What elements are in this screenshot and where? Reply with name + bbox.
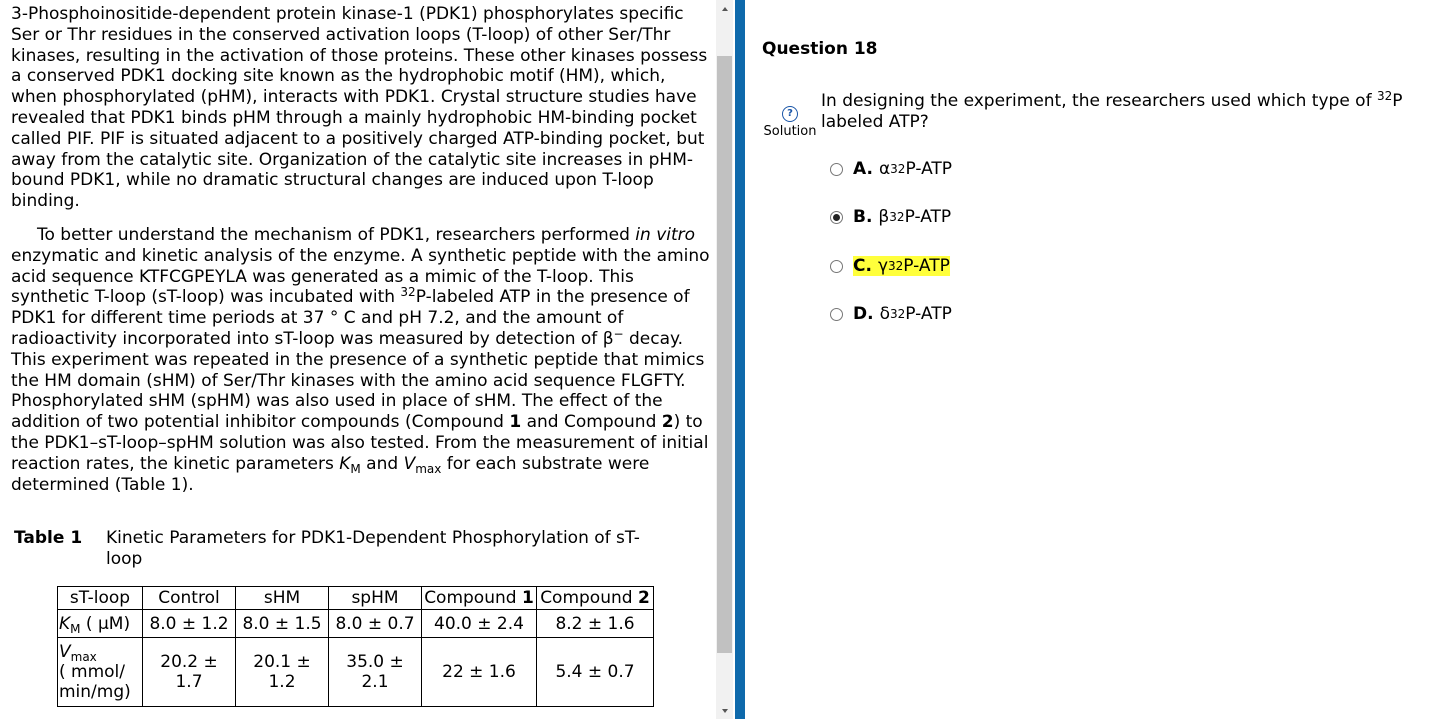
solution-label[interactable]: Solution <box>763 124 817 139</box>
option-label[interactable]: B. β 32 P-ATP <box>853 207 952 227</box>
radio-button[interactable] <box>830 260 843 273</box>
table-caption-number: Table 1 <box>14 528 83 548</box>
table-row <box>58 610 654 638</box>
table-row <box>58 638 654 707</box>
radio-button[interactable] <box>830 308 843 321</box>
table-cell: 20.2 ± 1.7 <box>143 638 236 707</box>
question-circle-icon[interactable]: ? <box>782 106 798 122</box>
passage-scrollbar[interactable] <box>716 0 733 719</box>
passage-paragraph-1: 3-Phosphoinositide-dependent protein kinase-1 (PDK1) phosphorylates specific Ser or Thr residues in the conserved activation loops (T-loop) of other Ser/Thr kinases, resulting in the activation of those proteins. These other kinases possess a conserved PDK1 docking site known as the hydrophobic motif (HM), which, when phosphorylated (pHM), interacts with PDK1. Crystal structure studies have revealed that PDK1 binds pHM through a mainly hydrophobic HM-binding pocket called PIF. PIF is situated adjacent to a positively charged ATP-binding pocket, but away from the catalytic site. Organization of the catalytic site increases in pHM-bound PDK1, while no dramatic structural changes are induced upon T-loop binding. <box>11 4 708 212</box>
passage-paragraph-2: To better understand the mechanism of PDK1, researchers performed in vitro enzymatic and kinetic analysis of the enzyme. A synthetic peptide with the amino acid sequence KTFCGPEYLA was generated as a mimic of the T-loop. This synthetic T-loop (sT-loop) was incubated with $^{32}$P-labeled ATP in the presence of PDK1 for different time periods at 37 ° C and pH 7.2, and the amount of radioactivity incorporated into sT-loop was measured by detection of β− decay. This experiment was repeated in the presence of a synthetic peptide that mimics the HM domain (sHM) of Ser/Thr kinases with the amino acid sequence FLGFTY. Phosphorylated sHM (spHM) was also used in place of sHM. The effect of the addition of two potential inhibitor compounds (Compound 1 and Compound 2) to the PDK1–sT-loop–spHM solution was also tested. From the measurement of initial reaction rates, the kinetic parameters $K_M$ and $V_{max}$ for each substrate were determined (Table 1). <box>11 225 710 495</box>
radio-button[interactable] <box>830 163 843 176</box>
table-cell: 35.0 ± 2.1 <box>329 638 422 707</box>
table-header-cell: Compound 2 <box>537 587 654 610</box>
question-title: Question 18 <box>762 39 878 59</box>
table-caption <box>14 528 704 570</box>
pane-divider <box>735 0 745 719</box>
radio-button-selected[interactable] <box>830 211 843 224</box>
answer-option-a[interactable] <box>830 156 952 182</box>
table-header-row <box>58 587 654 610</box>
table-cell: 8.0 ± 1.5 <box>236 610 329 638</box>
table-cell: 8.0 ± 1.2 <box>143 610 236 638</box>
table-cell: 22 ± 1.6 <box>422 638 537 707</box>
kinetic-parameters-table <box>57 586 654 707</box>
scrollbar-thumb[interactable] <box>717 56 732 653</box>
table-header-cell: Control <box>143 587 236 610</box>
table-row-label-vmax: $V_{max}$ ( mmol/ min/mg) <box>58 638 143 707</box>
table-caption-text: Kinetic Parameters for PDK1-Dependent Phosphorylation of sT-loop <box>106 528 640 569</box>
question-text: In designing the experiment, the researchers used which type of $^{32}$P labeled ATP? <box>821 89 1403 132</box>
table-row-label-km: $K_M$ ( μM) <box>58 610 143 638</box>
answer-option-b[interactable] <box>830 204 951 230</box>
table-cell: 8.2 ± 1.6 <box>537 610 654 638</box>
table-header-cell: spHM <box>329 587 422 610</box>
table-header-cell: sHM <box>236 587 329 610</box>
table-cell: 8.0 ± 0.7 <box>329 610 422 638</box>
table-cell: 40.0 ± 2.4 <box>422 610 537 638</box>
option-label[interactable]: A. α 32 P-ATP <box>853 159 953 179</box>
option-label[interactable]: D. δ 32 P-ATP <box>853 304 952 324</box>
option-label-highlighted[interactable]: C. γ 32 P-ATP <box>853 256 950 276</box>
table-header-cell: sT-loop <box>58 587 143 610</box>
passage-pane <box>0 0 716 719</box>
solution-button[interactable] <box>760 106 820 142</box>
scroll-down-arrow-icon[interactable] <box>716 702 733 719</box>
table-cell: 20.1 ± 1.2 <box>236 638 329 707</box>
table-cell: 5.4 ± 0.7 <box>537 638 654 707</box>
table-header-cell: Compound 1 <box>422 587 537 610</box>
scroll-up-arrow-icon[interactable] <box>716 0 733 17</box>
answer-option-d[interactable] <box>830 301 952 327</box>
answer-option-c[interactable] <box>830 253 950 279</box>
